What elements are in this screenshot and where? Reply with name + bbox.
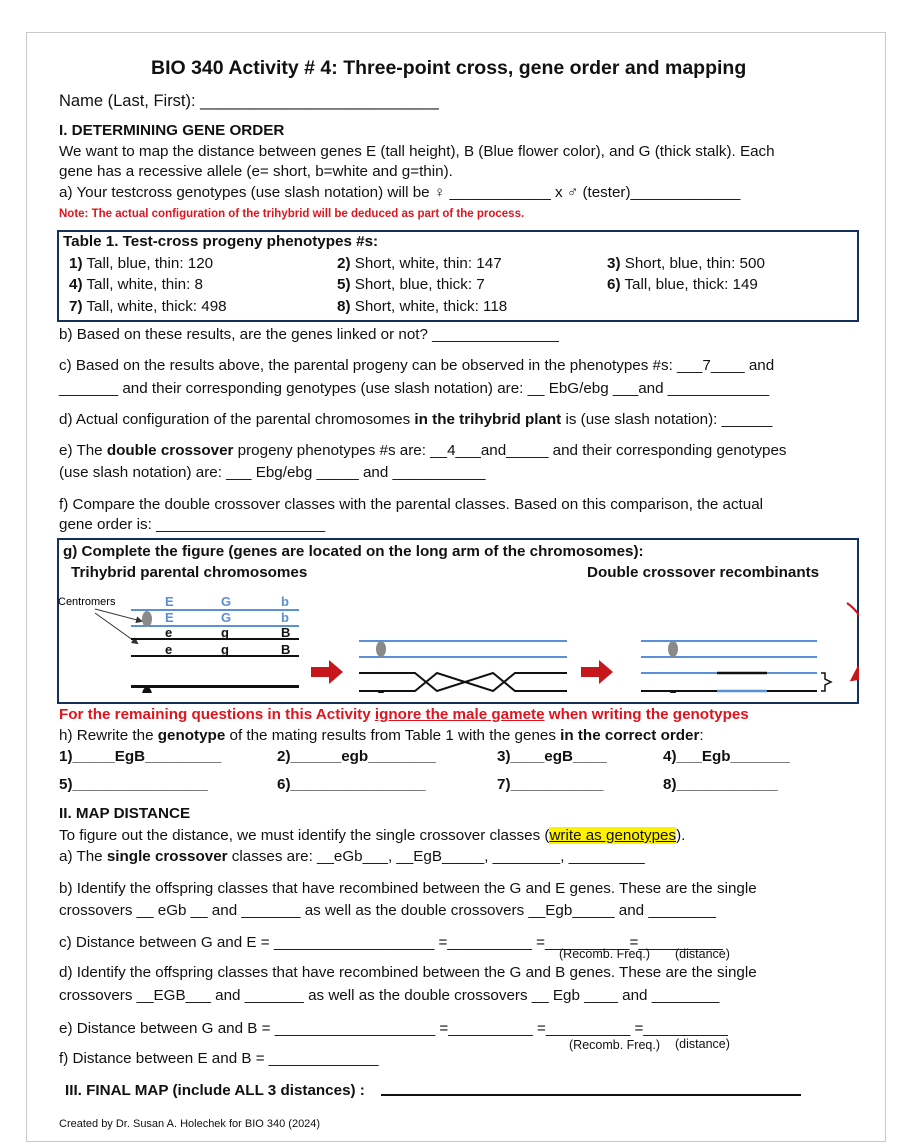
answer-5[interactable]: 5)________________: [59, 776, 208, 793]
allele-B-2: B: [281, 642, 291, 657]
answer-8[interactable]: 8)____________: [663, 776, 778, 793]
allele-e-2: e: [165, 642, 173, 657]
map-question-a[interactable]: a) The single crossover classes are: __eGb___, __EgB_____, ________, _________: [59, 848, 645, 865]
centromeres-label: Centromers: [58, 596, 116, 608]
map-question-b-line-2[interactable]: crossovers __ eGb __ and _______ as well as the double crossovers __Egb_____ and ________: [59, 902, 716, 919]
section1-heading: I. DETERMINING GENE ORDER: [59, 122, 285, 139]
progeny-3: 3) Short, blue, thin: 500: [607, 255, 765, 272]
question-d[interactable]: d) Actual configuration of the parental chromosomes in the trihybrid plant is (use slash notation): ______: [59, 411, 773, 428]
map-question-b-line-1: b) Identify the offspring classes that have recombined between the G and E genes. These are the single: [59, 880, 757, 897]
allele-e-1: e: [165, 625, 173, 640]
mid-crossover-2: [359, 673, 567, 691]
map-question-e[interactable]: e) Distance between G and B = ___________________ =__________ =__________ =__________: [59, 1020, 728, 1037]
question-b[interactable]: b) Based on these results, are the genes linked or not? _______________: [59, 326, 559, 343]
name-line[interactable]: Name (Last, First): __________________________: [59, 92, 439, 110]
allele-E-2: E: [165, 610, 174, 625]
red-arrow-1: [311, 660, 343, 684]
chromosome-figure: [53, 581, 859, 693]
question-e-line-2[interactable]: (use slash notation) are: ___ Ebg/ebg _____ and ___________: [59, 464, 486, 481]
answer-1[interactable]: 1)_____EgB_________: [59, 748, 222, 765]
allele-E-1: E: [165, 594, 174, 609]
recombinant-bracket: [821, 673, 831, 691]
question-e-line-1[interactable]: e) The double crossover progeny phenotypes #s are: __4___and_____ and their corresponding genotypes: [59, 442, 787, 459]
intro-line-2: gene has a recessive allele (e= short, b=white and g=thin).: [59, 163, 453, 180]
allele-g-1: g: [221, 625, 229, 640]
allele-b-1: b: [281, 594, 289, 609]
allele-B-1: B: [281, 625, 291, 640]
mid-centromere-grey: [376, 641, 386, 657]
recomb-freq-label-1: (Recomb. Freq.): [559, 947, 650, 961]
answer-4[interactable]: 4)___Egb_______: [663, 748, 790, 765]
progeny-8: 8) Short, white, thick: 118: [337, 298, 508, 315]
trihybrid-label: Trihybrid parental chromosomes: [71, 564, 308, 581]
question-h: h) Rewrite the genotype of the mating results from Table 1 with the genes in the correct order:: [59, 727, 704, 744]
page-title: BIO 340 Activity # 4: Three-point cross, gene order and mapping: [151, 57, 747, 79]
answer-7[interactable]: 7)___________: [497, 776, 604, 793]
allele-g-2: g: [221, 642, 229, 657]
red-arrow-2: [581, 660, 613, 684]
dco-label: Double crossover recombinants: [587, 564, 820, 581]
question-c-line-1[interactable]: c) Based on the results above, the parental progeny can be observed in the phenotypes #s: ___7____ and: [59, 357, 775, 374]
answer-2[interactable]: 2)______egb________: [277, 748, 436, 765]
section2-heading: II. MAP DISTANCE: [59, 805, 191, 822]
trihybrid-note: Note: The actual configuration of the trihybrid will be deduced as part of the process.: [59, 208, 525, 220]
answer-3[interactable]: 3)____egB____: [497, 748, 607, 765]
progeny-6: 6) Tall, blue, thick: 149: [607, 276, 758, 293]
progeny-2: 2) Short, white, thin: 147: [337, 255, 502, 272]
section3-heading: III. FINAL MAP (include ALL 3 distances) :: [65, 1082, 365, 1099]
question-f-line-2[interactable]: gene order is: ____________________: [59, 516, 326, 533]
question-a[interactable]: a) Your testcross genotypes (use slash notation) will be ♀ ____________ x ♂ (tester)_____________: [59, 184, 741, 201]
allele-G-1: G: [221, 594, 232, 609]
intro-line-1: We want to map the distance between genes E (tall height), B (Blue flower color), and G (thick stalk). Each: [59, 143, 775, 160]
distance-label-2: (distance): [675, 1037, 730, 1051]
map-question-d-line-1: d) Identify the offspring classes that have recombined between the G and B genes. These are the single: [59, 964, 757, 981]
worksheet-page: [26, 32, 886, 1142]
allele-b-2: b: [281, 610, 289, 625]
distance-label-1: (distance): [675, 947, 730, 961]
curved-red-arrow: [847, 603, 859, 679]
progeny-4: 4) Tall, white, thin: 8: [69, 276, 203, 293]
centromere-grey: [142, 611, 152, 627]
map-question-d-line-2[interactable]: crossovers __EGB___ and _______ as well as the double crossovers __ Egb ____ and ________: [59, 987, 720, 1004]
map-question-f[interactable]: f) Distance between E and B = _____________: [59, 1050, 379, 1067]
allele-G-2: G: [221, 610, 232, 625]
question-f-line-1: f) Compare the double crossover classes with the parental classes. Based on this comparison, the actual: [59, 496, 764, 513]
map-question-c[interactable]: c) Distance between G and E = ___________________ =__________ =__________=__________: [59, 934, 723, 951]
section2-intro: To figure out the distance, we must identify the single crossover classes (write as genotypes).: [59, 827, 686, 844]
recomb-freq-label-2: (Recomb. Freq.): [569, 1038, 660, 1052]
progeny-5: 5) Short, blue, thick: 7: [337, 276, 485, 293]
centromere-pointer-2: [95, 613, 137, 643]
final-map-line[interactable]: [381, 1094, 801, 1096]
figure-heading: g) Complete the figure (genes are located on the long arm of the chromosomes):: [63, 543, 644, 560]
answer-6[interactable]: 6)________________: [277, 776, 426, 793]
credit-line: Created by Dr. Susan A. Holechek for BIO 340 (2024): [59, 1118, 321, 1130]
right-centromere-grey: [668, 641, 678, 657]
progeny-7: 7) Tall, white, thick: 498: [69, 298, 227, 315]
red-instruction: For the remaining questions in this Activity ignore the male gamete when writing the genotypes: [59, 706, 749, 723]
question-c-line-2[interactable]: _______ and their corresponding genotypes (use slash notation) are: __ EbG/ebg ___and ____________: [59, 380, 770, 397]
progeny-1: 1) Tall, blue, thin: 120: [69, 255, 214, 272]
table1-title: Table 1. Test-cross progeny phenotypes #s:: [63, 233, 379, 250]
